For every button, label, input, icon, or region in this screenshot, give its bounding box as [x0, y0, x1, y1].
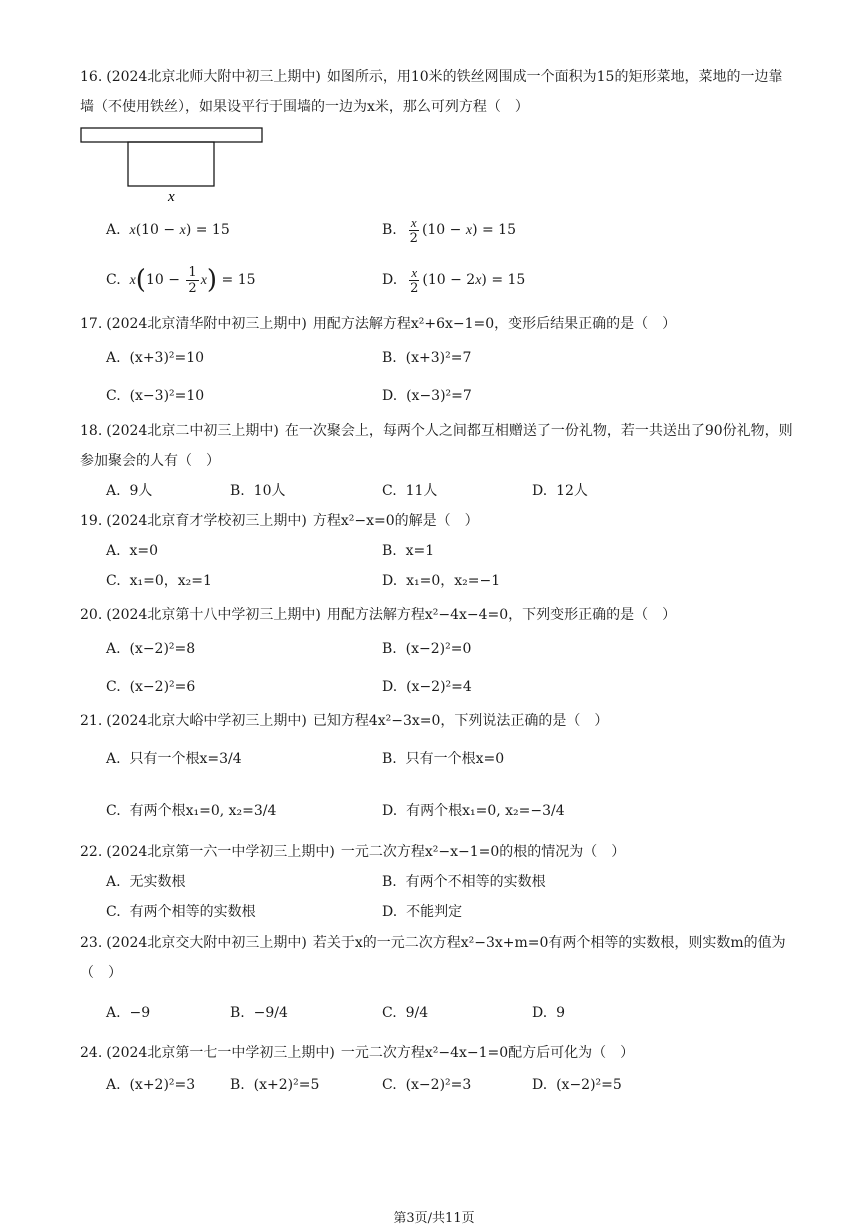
- option-a[interactable]: A. 无实数根: [106, 874, 186, 890]
- question-text: 在一次聚会上，每两个人之间都互相赠送了一份礼物，若一共送出了90份礼物，则参加聚会的人有（ ）: [80, 423, 793, 469]
- option-a[interactable]: A. 只有一个根x=3/4: [106, 751, 242, 767]
- option-a[interactable]: A. x=0: [106, 543, 159, 559]
- option-d[interactable]: D. x₁=0，x₂=−1: [382, 573, 501, 589]
- option-d[interactable]: D. (x−3)²=7: [382, 388, 472, 404]
- option-d[interactable]: D. (x−2)²=5: [532, 1077, 622, 1093]
- option-d[interactable]: D. $\frac{x}{2}$ (10 − 2x) = 15: [382, 264, 526, 296]
- option-b[interactable]: B. x=1: [382, 543, 435, 559]
- option-a[interactable]: A. 9人: [106, 483, 153, 499]
- question-21: 21. (2024北京大峪中学初三上期中) 已知方程4x²−3x=0，下列说法正确的是（ ）: [80, 713, 609, 729]
- garden-rect: [128, 142, 214, 186]
- option-a[interactable]: A. −9: [106, 1005, 151, 1021]
- options-18: [80, 476, 795, 506]
- option-d[interactable]: D. 不能判定: [382, 904, 463, 920]
- option-b[interactable]: B. 只有一个根x=0: [382, 751, 505, 767]
- question-text: 如图所示，用10米的铁丝网围成一个面积为15的矩形菜地，菜地的一边靠墙（不使用铁丝），如果设平行于围墙的一边为x米，那么可列方程（ ）: [80, 69, 783, 115]
- question-text: 一元二次方程x²−4x−1=0配方后可化为（ ）: [340, 1045, 635, 1061]
- question-source: (2024北京北师大附中初三上期中): [106, 69, 321, 85]
- question-stem: [80, 62, 795, 122]
- options-16: [80, 215, 795, 305]
- question-text: 用配方法解方程x²−4x−4=0，下列变形正确的是（ ）: [326, 607, 677, 623]
- question-text: 若关于x的一元二次方程x²−3x+m=0有两个相等的实数根，则实数m的值为（ ）: [80, 935, 786, 981]
- question-24: 24. (2024北京第一七一中学初三上期中) 一元二次方程x²−4x−1=0配方后可化为（ ）: [80, 1045, 635, 1061]
- options-23: [80, 998, 795, 1028]
- question-16: [80, 62, 795, 122]
- option-d[interactable]: D. 12人: [532, 483, 588, 499]
- option-c[interactable]: C. x₁=0，x₂=1: [106, 573, 212, 589]
- option-c[interactable]: C. (x−2)²=6: [106, 679, 196, 695]
- question-number: 16.: [80, 69, 103, 85]
- option-d[interactable]: D. 9: [532, 1005, 566, 1021]
- option-b[interactable]: B. $\frac{x}{2}$ (10 − x) = 15: [382, 214, 516, 246]
- option-a[interactable]: A. (x−2)²=8: [106, 641, 196, 657]
- question-19: 19. (2024北京育才学校初三上期中) 方程x²−x=0的解是（ ）: [80, 513, 479, 529]
- option-c[interactable]: C. (x−2)²=3: [382, 1077, 472, 1093]
- options-24: [80, 1070, 795, 1100]
- option-d[interactable]: D. (x−2)²=4: [382, 679, 472, 695]
- figure-x-label: x: [168, 189, 175, 204]
- options-19: [80, 536, 795, 596]
- question-text: 用配方法解方程x²+6x−1=0，变形后结果正确的是（ ）: [312, 316, 677, 332]
- options-22: [80, 867, 795, 927]
- option-b[interactable]: B. (x−2)²=0: [382, 641, 472, 657]
- option-a[interactable]: A. (x+3)²=10: [106, 350, 205, 366]
- option-b[interactable]: B. (x+3)²=7: [382, 350, 472, 366]
- question-18: 18. (2024北京二中初三上期中) 在一次聚会上，每两个人之间都互相赠送了一份礼物，若一共送出了90份礼物，则参加聚会的人有（ ）: [80, 423, 793, 469]
- wall-shape: [81, 128, 262, 142]
- question-23: 23. (2024北京交大附中初三上期中) 若关于x的一元二次方程x²−3x+m=0有两个相等的实数根，则实数m的值为（ ）: [80, 935, 786, 981]
- question-22: 22. (2024北京第一六一中学初三上期中) 一元二次方程x²−x−1=0的根的情况为（ ）: [80, 844, 626, 860]
- page-footer: 第3页/共11页: [393, 1211, 475, 1226]
- options-17: [80, 343, 795, 413]
- question-17: 17. (2024北京清华附中初三上期中) 用配方法解方程x²+6x−1=0，变形后结果正确的是（ ）: [80, 316, 677, 332]
- option-b[interactable]: B. (x+2)²=5: [230, 1077, 320, 1093]
- question-text: 方程x²−x=0的解是（ ）: [312, 513, 479, 529]
- rectangle-garden-figure: [80, 126, 264, 204]
- option-c[interactable]: C. 有两个根x₁=0, x₂=3/4: [106, 803, 277, 819]
- option-c[interactable]: C. (x−3)²=10: [106, 388, 205, 404]
- option-b[interactable]: B. 10人: [230, 483, 286, 499]
- option-a[interactable]: A. (x+2)²=3: [106, 1077, 196, 1093]
- question-20: 20. (2024北京第十八中学初三上期中) 用配方法解方程x²−4x−4=0，下列变形正确的是（ ）: [80, 607, 677, 623]
- option-b[interactable]: B. 有两个不相等的实数根: [382, 874, 546, 890]
- option-c[interactable]: C. 11人: [382, 483, 438, 499]
- option-c[interactable]: C. 9/4: [382, 1005, 429, 1021]
- options-20: [80, 634, 795, 704]
- question-text: 一元二次方程x²−x−1=0的根的情况为（ ）: [340, 844, 626, 860]
- option-c[interactable]: C. 有两个相等的实数根: [106, 904, 256, 920]
- option-b[interactable]: B. −9/4: [230, 1005, 288, 1021]
- options-21: [80, 744, 795, 834]
- question-text: 已知方程4x²−3x=0，下列说法正确的是（ ）: [312, 713, 609, 729]
- option-c[interactable]: C. x(10 − $\frac{1}{2}$ x) = 15: [106, 264, 256, 296]
- option-a[interactable]: A. x(10 − x) = 15: [106, 222, 230, 238]
- option-d[interactable]: D. 有两个根x₁=0, x₂=−3/4: [382, 803, 565, 819]
